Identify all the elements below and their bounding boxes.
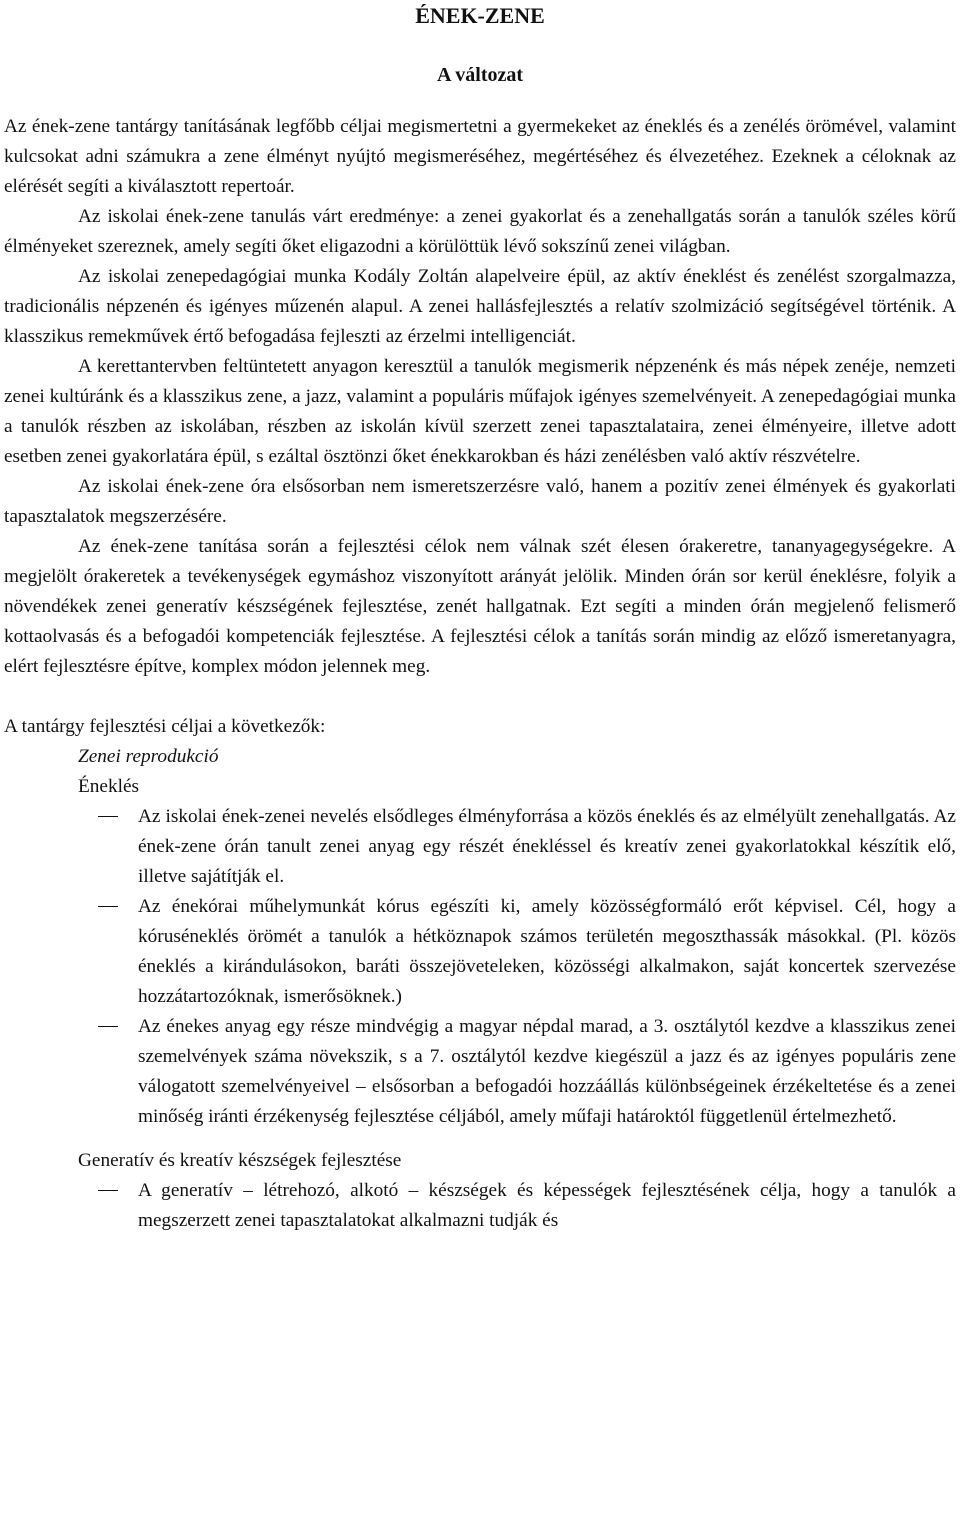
paragraph-outcome: Az iskolai ének-zene tanulás várt eredménye: a zenei gyakorlat és a zenehallgatás során a tanulók széles körű élményeket szereznek, amely segíti őket eligazodni a körülöttük lévő sokszínű zenei világban. xyxy=(4,206,956,257)
section-heading-reproduction: Zenei reprodukció xyxy=(78,746,219,767)
page-subtitle: A változat xyxy=(436,64,524,86)
document-page xyxy=(4,0,956,1236)
list-item-text: Az énekes anyag egy része mindvégig a magyar népdal marad, a 3. osztálytól kezdve a klasszikus zenei szemelvények száma növekszik, s a 7. osztálytól kezdve kiegészül a jazz és az igényes populáris zene válogatott szemelvényeivel – elsősorban a befogadói hozzáállás különbségeinek érzékeltetése és a zenei minőség iránti érzékenység fejlesztése céljából, amely műfaji határoktól függetlenül értelmezhető. xyxy=(138,1016,956,1127)
section-heading-singing: Éneklés xyxy=(78,776,140,797)
page-title: ÉNEK-ZENE xyxy=(415,3,545,28)
list-item xyxy=(4,1012,956,1132)
paragraph-framework: A kerettantervben feltüntetett anyagon keresztül a tanulók megismerik népzenénk és más népek zenéje, nemzeti zenei kultúránk és a klasszikus zene, a jazz, valamint a populáris műfajok igényes szemelvényeit. A zenepedagógiai munka a tanulók részben az iskolában, részben az iskolán kívül szerzett zenei tapasztalataira, zenei élményeire, illetve adott esetben zenei gyakorlatára épül, s ezáltal ösztönzi őket énekkarokban és házi zenélésben való aktív részvételre. xyxy=(4,356,956,467)
list-item xyxy=(4,892,956,1012)
paragraph-lesson: Az iskolai ének-zene óra elsősorban nem ismeretszerzésre való, hanem a pozitív zenei élmények és gyakorlati tapasztalatok megszerzésére. xyxy=(4,476,956,527)
list-item-text: Az énekórai műhelymunkát kórus egészíti ki, amely közösségformáló erőt képvisel. Cél, hogy a kóruséneklés örömét a tanulók a hétköznapok számos területén megoszthassák másokkal. (Pl. közös éneklés a kirándulásokon, baráti összejöveteleken, közösségi alkalmakon, saját koncertek szervezése hozzátartozóknak, ismerősöknek.) xyxy=(138,896,956,1007)
list-item xyxy=(4,1176,956,1236)
paragraph-intro: Az ének-zene tantárgy tanításának legfőbb céljai megismertetni a gyermekeket az éneklés és a zenélés örömével, valamint kulcsokat adni számukra a zene élményt nyújtó megismeréséhez, megértéséhez és élvezetéhez. Ezeknek a céloknak az elérését segíti a kiválasztott repertoár. xyxy=(4,116,956,197)
singing-list xyxy=(4,802,956,1132)
dash-bullet xyxy=(98,816,118,817)
list-item-text: Az iskolai ének-zenei nevelés elsődleges élményforrása a közös éneklés és az elmélyült zenehallgatás. Az ének-zene órán tanult zenei anyag egy részét énekléssel és kreatív zenei gyakorlatokkal készítik elő, illetve sajátítják el. xyxy=(138,806,956,887)
list-item xyxy=(4,802,956,892)
list-item-text: A generatív – létrehozó, alkotó – készségek és képességek fejlesztésének célja, hogy a tanulók a megszerzett zenei tapasztalatokat alkalmazni tudják és xyxy=(138,1180,956,1231)
paragraph-kodaly: Az iskolai zenepedagógiai munka Kodály Zoltán alapelveire épül, az aktív éneklést és zenélést szorgalmazza, tradicionális népzenén és igényes műzenén alapul. A zenei hallásfejlesztés a relatív szolmizáció segítségével történik. A klasszikus remekművek értő befogadása fejleszti az érzelmi intelligenciát. xyxy=(4,266,956,347)
goals-heading: A tantárgy fejlesztési céljai a következők: xyxy=(4,716,326,737)
dash-bullet xyxy=(98,1026,118,1027)
section-heading-generative: Generatív és kreatív készségek fejlesztése xyxy=(78,1150,402,1171)
dash-bullet xyxy=(98,1190,118,1191)
paragraph-teaching: Az ének-zene tanítása során a fejlesztési célok nem válnak szét élesen órakeretre, tananyagegységekre. A megjelölt órakeretek a tevékenységek egymáshoz viszonyított arányát jelölik. Minden órán sor kerül éneklésre, folyik a növendékek zenei generatív készségének fejlesztése, zenét hallgatnak. Ezt segíti a minden órán megjelenő felismerő kottaolvasás és a befogadói kompetenciák fejlesztése. A fejlesztési célok a tanítás során mindig az előző ismeretanyagra, elért fejlesztésre építve, komplex módon jelennek meg. xyxy=(4,536,956,677)
dash-bullet xyxy=(98,906,118,907)
generative-list xyxy=(4,1176,956,1236)
